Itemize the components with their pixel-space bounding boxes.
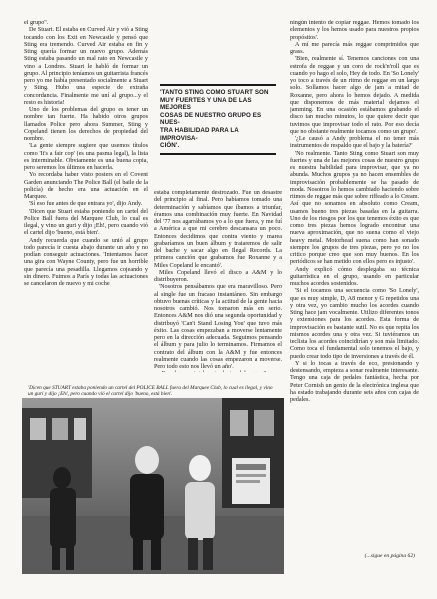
paragraph: Miles Copeland llevó el disco a A&M y lo distribuyeron. [154, 269, 282, 283]
paragraph: estaba completamente destrozado. Fue un desastre del principio al final. Pero habíamos tomado una determinación y sabíamos que íbamos a triunfar, éramos una combinación muy fuerte. En Navidad del '77 nos agarrábamos yo a lo que fuera, y me fuí a América a que mi cerebro descansara un poco. Entonces decidimos que contra viento y marea grabaríamos un buen álbum y trataremos de salir del bache y sacar algo en Ilegal Records. La primera canción que grabamos fue Roxanne y a Miles Copeland le encantó'. [154, 190, 282, 269]
text-column-left [24, 20, 148, 388]
paragraph: 'No realmente. Tanto Sting como Stuart son muy fuertes y una de las mejores cosas de nuestro grupo es nuestra habilidad para improvisar, que ya no abunda. Muchos grupos ya no hacen ensembles de improvisación probablemente se ha pasado de moda. Nosotros lo hemos cambiado haciendo sobre ritmos de reggae más que sobre riffeado a lo Cream. Así que no sonamos en absoluto como Cream, usamos bueno tres piezas basadas en la guitarra. Uno de los riesgos por los que tenemos éxito es que como tres piezas hemos logrado encontrar una nueva aproximación, que no suena como el viejo heavy metal. Motorhead suena como han sonado siempre los grupos de tres piezas, pero yo no los critico porque creo que son muy buenos. En los periódicos se han metido con ellos pero es injusto'. [290, 150, 419, 266]
pull-quote-line: CIÓN'. [160, 142, 180, 150]
paragraph: el grupo". [24, 20, 49, 26]
paragraph: ningún intento de copiar reggae. Hemos tomado los elementos y los hemos usado para nuestros propios propósitos'. [290, 20, 419, 41]
paragraph: Uno de los problemas del grupo es tener un nombre tan fuerte. Ha habido otros grupos llamados Police pero ahora Summer, Sting y Copeland tienen los derechos de propiedad del nombre. [24, 107, 148, 142]
text-column-middle [154, 190, 282, 372]
pull-quote-line: COSAS DE NUESTRO GRUPO ES NUES- [160, 111, 262, 127]
paragraph: 'Bien, realmente sí. Tenemos canciones con una estrofa de reggae y un coro de rock'n'roll que es cuando yo hago el solo, Hey de todo. En 'So Lonely' yo toco a través de un ritmo de reggae en un largo solo. Sollamos hacer algo de jam a mitad de Roxanne, pero ahora lo hemos dejado. A medida que disponemos de más material dejamos el jamming. En una ocasión estábamos grabando el disco tan mucho minutos, lo que quiere decir que tuvimos que improvisar todo el rato. Por eso decía que no obstante realmente tocamos como un grupo'. [290, 56, 419, 135]
paragraph: '¿Le causó a Andy problema el no tener más instrumentos de respaldo que el bajo y la batería?' [290, 136, 419, 150]
band-photo-image [22, 398, 284, 574]
paragraph: Y si lo tocas a través de eco, presionando y destensando, empieza a sonar realmente interesante. Tengo una caja de pedales fantástica, hecha por Peter Cornish un genio de la electrónica inglesa que ha estado trabajando durante seis años con cajas de pedales. [290, 360, 419, 403]
paragraph: Yo recordaba haber visto posters en el Covent Garden anunciando The Police Ball (el baile de la policía) de hecho era una actuación en el Marquee. [24, 172, 148, 200]
pull-quote [160, 84, 276, 155]
band-photo [22, 398, 284, 574]
text-column-right [290, 20, 419, 568]
paragraph: Andy explicó cómo desplegaba su técnica guitarrística en el grupo, usando en particular muchos acordes sostenidos. [290, 266, 419, 287]
pull-quote-line: MUY FUERTES Y UNA DE LAS MEJORES [160, 96, 252, 112]
paragraph [154, 371, 282, 372]
paragraph: 'Nosotros pensábamos que era maravilloso. Pero al single fue un fracaso instantáneo. Sin embargo obtuvo buenas críticas y la actitud de la gente hacia nosotros cambió. Nos tomaron más en serio. Entonces A&M nos dió una segunda oportunidad y distribuyó 'Can't Stand Losing You' que tuvo más éxito. Las cosas empezaban a moverse lentamente pero en la dirección adecuada. Seguimos pensando el álbum y para julio lo terminamos. Firmamos el contrato del álbum con la A&M y fue entonces realmente cuando las cosas empezaron a moverse. Pero todo esto nos llevó un año'. [154, 284, 282, 370]
photo-caption: 'Dicen que STUART estaba poniendo un cartel del POLICE BALL fuera del Marquee Club, lo cual es ilegal, y vino un guri y dijo ¡Eh!, pero cuando vió el cartel dijo 'bueno, está bien'. [26, 384, 280, 398]
paragraph: De Stuart. El estaba en Curved Air y vió a Sting tocando con los Exit en Newcastle y pensó que Sting era tremendo. Curved Air estaba en fin y Sting quería formar un nuevo grupo. Además Sting estaba pasando un mal rato en Newcastle y vino a Londres. Stuart le habló de formar un grupo. Al principio teníamos un guitarrista francés pero yo me había presentado socialmente a Stuart y Sting. Hubo una especie de extraña concordancia. Finalmente me uní al grupo...y el resto es historia! [24, 27, 148, 106]
paragraph: 'Sí eso fue antes de que entrara yo', dijo Andy. [29, 201, 143, 208]
pull-quote-line: TRA HABILIDAD PARA LA IMPROVISA- [160, 126, 239, 142]
paragraph: A mí me parecía más reggae comprimidos que grass. [290, 41, 419, 55]
paragraph: 'La gente siempre sugiere que usemos títulos como 'It's a fair cop' (es una pasma legal), la lista es interminable. Obviamente es una buena copia, pero seremos los últimos en hacerla. [24, 143, 148, 171]
pull-quote-line: 'TANTO STING COMO STUART SON [160, 89, 269, 96]
paragraph: Andy recuerda que cuando se unió al grupo todo parecía ir cuesta abajo durante un año y no podían conseguir actuaciones. 'Intentamos hacer una gira con Wayne County, pero fue un horrible que parecía una pesadilla. Llegamos cojeando y sin dinero. Fuimos a París y todas las actuaciones se cancelaron de nuevo y mi coche [24, 237, 148, 287]
continued-note: (...sigue en página 62) [364, 553, 415, 559]
paragraph: 'Dicen que Stuart estaba poniendo un cartel del Police Ball fuera del Marquee Club, lo cual es ilegal, y vino un guri y dijo ¡Eh!, pero cuando vió el cartel dijo 'bueno, está bien'. [24, 208, 148, 237]
paragraph: 'Si el tocamos una secuencia como 'So Lonely', que es muy simple, D, A8 menor y G repetidos una y otra vez, yo cambio mucho los acordes cuando Sting hace jam vocalmente. Utilizo diferentes tonos y extensiones para los acordes. Esta forma de improvisación es bastante sutil. No es que repita los mismos acordes una y otra vez. Si tuviéramos un teclista los acordes coincidirían y son más limitado. Como toca el fundamental solo tenemos el bajo, y puedo crear todo tipo de inversiones a través de él. [290, 288, 419, 360]
